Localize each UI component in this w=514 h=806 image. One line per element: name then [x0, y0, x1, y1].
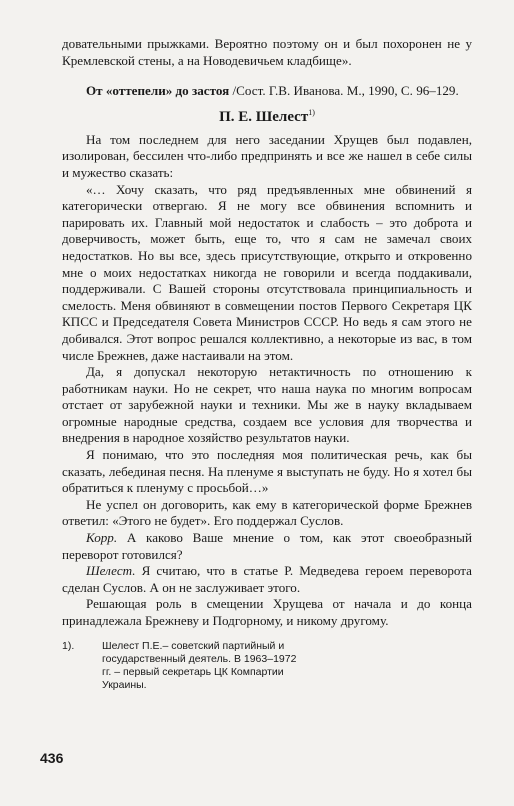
footnote-text: Шелест П.Е.– советский партийный и государственный деятель. В 1963–1972 гг. – первый секретарь ЦК Компартии Украины.	[102, 640, 297, 691]
paragraph: Я понимаю, что это последняя моя политическая речь, как бы сказать, лебединая песня. На пленуме я выступать не буду. Но я хотел бы обратиться к пленуму с просьбой…»	[62, 447, 472, 496]
page-number: 436	[40, 750, 64, 766]
previous-text: доватeльными прыжками. Вероятно поэтому он и был похоронен не у Кремлевской стены, а на Новодевичьем кладбище».	[62, 36, 472, 68]
source-details: /Сост. Г.В. Иванова. М., 1990, С. 96–129.	[229, 83, 459, 99]
paragraph: Не успел он договорить, как ему в категорической форме Брежнев ответил: «Этого не будет». Его поддержал Суслов.	[62, 496, 472, 529]
dialogue-text: А каково Ваше мнение о том, как этот своеобразный переворот готовился?	[62, 530, 472, 562]
dialogue-line	[62, 530, 472, 563]
section-title: П. Е. Шелест	[219, 108, 309, 125]
dialogue-text: Я считаю, что в статье Р. Медведева героем переворота сделан Суслов. А он не заслуживает этого.	[62, 563, 472, 595]
footnote	[62, 640, 462, 692]
paragraph: «… Хочу сказать, что ряд предъявленных мне обвинений я категорически отвергаю. Я не могу все обвинения вспомнить и парировать их. Главный мой недостаток и слабость – это доброта и доверчивость, может быть, еще то, что я сам не замечал своих недостатков. Но вы все, здесь присутствующие, открыто и откровенно мне о моих недостатках никогда не говорили и всегда поддакивали, поддерживали. С Вашей стороны отсутствовала принципиальность и смелость. Меня обвиняют в совмещении постов Первого Секретаря ЦК КПСС и Председателя Совета Министров СССР. Но ведь я сам этого не добивался. Этот вопрос решался коллективно, а некоторые из вас, в том числе Брежнев, даже настаивали на этом.	[62, 181, 472, 363]
paragraph: Да, я допускал некоторую нетактичность по отношению к работникам науки. Но не секрет, что наша наука по многим вопросам отстает от зарубежной науки и техники. Мы же в науку вкладываем огромные народные средства, создаем все условия для творчества и внедрения в народное хозяйство результатов науки.	[62, 364, 472, 446]
dialogue-line	[62, 563, 472, 596]
source-title: От «оттепели» до застоя	[86, 83, 230, 99]
closing-paragraph: Решающая роль в смещении Хрущева от начала и до конца принадлежала Брежневу и Подгорному, и никому другому.	[62, 596, 472, 628]
footnote-number: 1).	[62, 640, 75, 652]
speaker: Корр.	[86, 530, 118, 546]
speaker: Шелест.	[86, 563, 136, 579]
section-heading	[62, 108, 472, 126]
paragraph: На том последнем для него заседании Хрущев был подавлен, изолирован, бессилен что-либо предпринять и все же нашел в себе силы и мужество сказать:	[62, 131, 472, 180]
source-citation	[62, 83, 472, 100]
footnote-mark: 1)	[308, 107, 315, 117]
